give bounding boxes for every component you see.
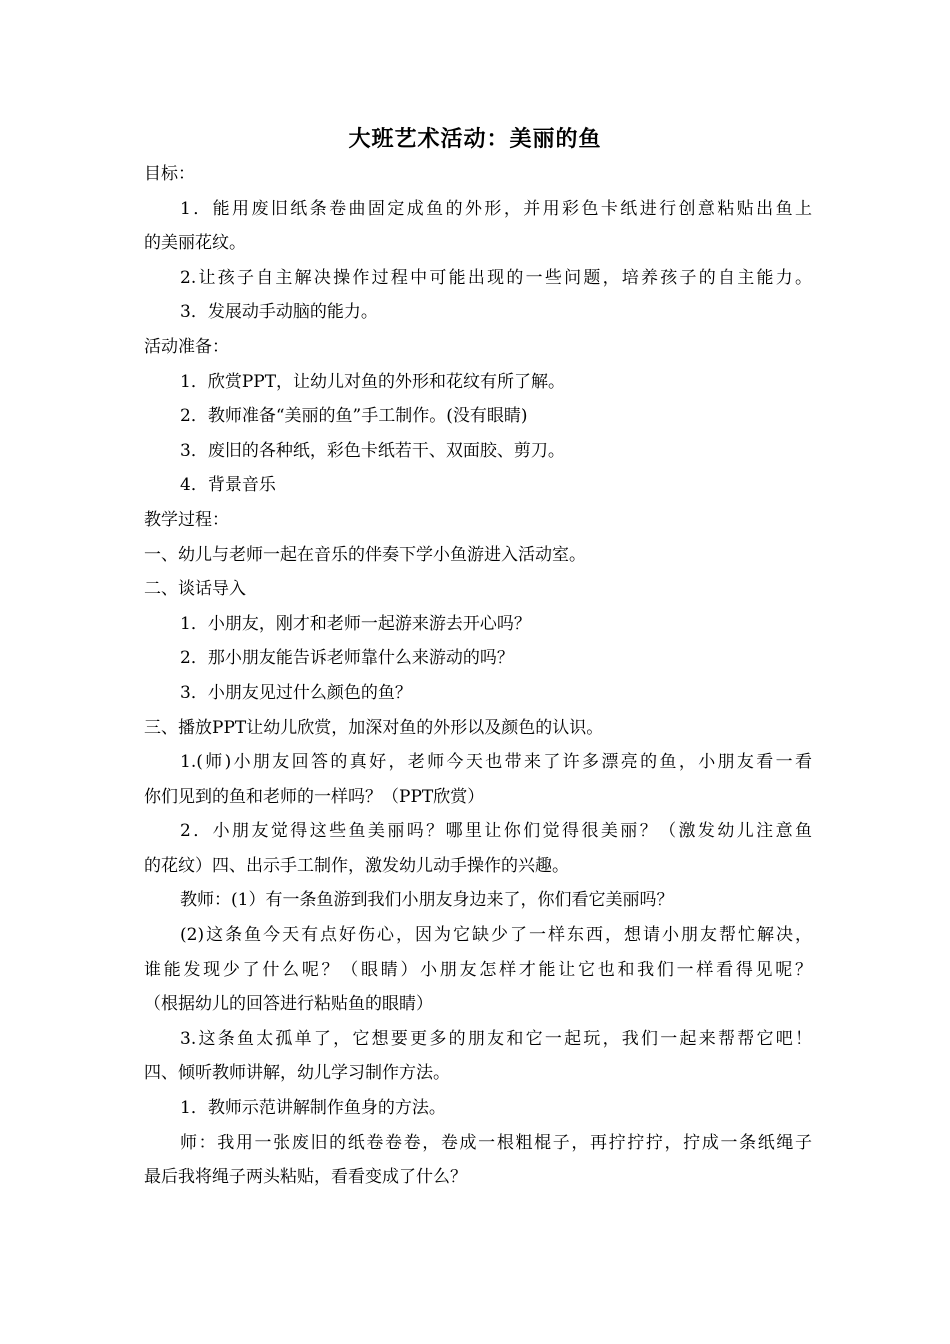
paragraph-line: 的花纹）四、出示手工制作，激发幼儿动手操作的兴趣。: [144, 855, 569, 876]
paragraph-line: 4．背景音乐: [180, 475, 276, 496]
paragraph-line: 3．发展动手动脑的能力。: [180, 302, 378, 323]
paragraph-line: 1．教师示范讲解制作鱼身的方法。: [180, 1098, 446, 1119]
paragraph-line: (2)这条鱼今天有点好伤心，因为它缺少了一样东西，想请小朋友帮忙解决，: [180, 925, 812, 946]
paragraph-line: 最后我将绳子两头粘贴，看看变成了什么？: [144, 1167, 467, 1188]
paragraph-line: 1．欣赏PPT，让幼儿对鱼的外形和花纹有所了解。: [180, 371, 566, 392]
paragraph-line: 四、倾听教师讲解，幼儿学习制作方法。: [144, 1063, 450, 1084]
paragraph-line: 二、谈话导入: [144, 579, 246, 600]
section-heading-preparation: 活动准备：: [144, 336, 229, 357]
document-body: [144, 157, 812, 1195]
paragraph-line: 2．教师准备“美丽的鱼”手工制作。(没有眼睛): [180, 406, 528, 427]
paragraph-line: 2．小朋友觉得这些鱼美丽吗？哪里让你们觉得很美丽？（激发幼儿注意鱼: [180, 821, 812, 842]
paragraph-line: 2．那小朋友能告诉老师靠什么来游动的吗？: [180, 648, 514, 669]
paragraph-line: （根据幼儿的回答进行粘贴鱼的眼睛）: [144, 994, 433, 1015]
paragraph-line: 教师：(1）有一条鱼游到我们小朋友身边来了，你们看它美丽吗？: [180, 890, 674, 911]
paragraph-line: 3．小朋友见过什么颜色的鱼？: [180, 682, 412, 703]
paragraph-line: 三、播放PPT让幼儿欣赏，加深对鱼的外形以及颜色的认识。: [144, 717, 604, 738]
paragraph-line: 1．能用废旧纸条卷曲固定成鱼的外形，并用彩色卡纸进行创意粘贴出鱼上: [180, 198, 812, 219]
section-heading-process: 教学过程：: [144, 509, 229, 530]
paragraph-line: 3.这条鱼太孤单了，它想要更多的朋友和它一起玩，我们一起来帮帮它吧！: [180, 1028, 812, 1049]
section-heading-goals: 目标：: [144, 164, 195, 184]
paragraph-line: 1．小朋友，刚才和老师一起游来游去开心吗？: [180, 613, 531, 634]
document-title: 大班艺术活动：美丽的鱼: [348, 127, 602, 152]
paragraph-line: 一、幼儿与老师一起在音乐的伴奏下学小鱼游进入活动室。: [144, 544, 586, 565]
paragraph-line: 1.(师)小朋友回答的真好，老师今天也带来了许多漂亮的鱼，小朋友看一看: [180, 752, 812, 773]
paragraph-line: 你们见到的鱼和老师的一样吗？（PPT欣赏）: [144, 786, 485, 807]
paragraph-line: 谁能发现少了什么呢？（眼睛）小朋友怎样才能让它也和我们一样看得见呢？: [144, 959, 812, 980]
paragraph-line: 3．废旧的各种纸，彩色卡纸若干、双面胶、剪刀。: [180, 440, 565, 461]
paragraph-line: 的美丽花纹。: [144, 233, 246, 254]
paragraph-line: 2.让孩子自主解决操作过程中可能出现的一些问题，培养孩子的自主能力。: [180, 267, 812, 288]
paragraph-line: 师：我用一张废旧的纸卷卷卷，卷成一根粗棍子，再拧拧拧，拧成一条纸绳子: [180, 1132, 812, 1153]
